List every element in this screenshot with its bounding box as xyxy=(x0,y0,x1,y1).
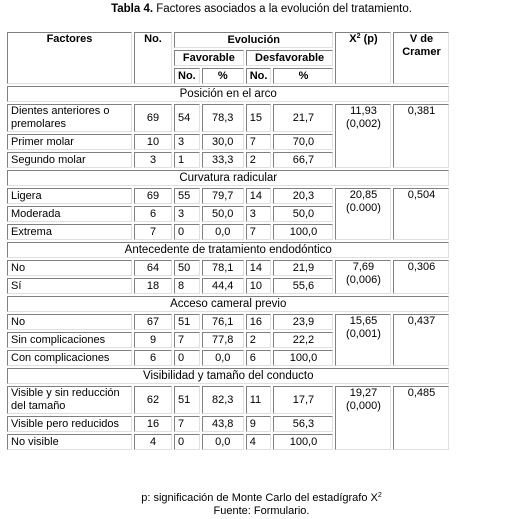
unfavorable-count: 7 xyxy=(246,224,272,240)
header-fav-pct: % xyxy=(202,68,244,84)
factor-label: Segundo molar xyxy=(7,152,132,168)
favorable-percent: 0,0 xyxy=(202,350,244,366)
total-count: 69 xyxy=(134,104,172,132)
total-count: 3 xyxy=(134,152,172,168)
unfavorable-percent: 66,7 xyxy=(273,152,333,168)
favorable-count: 0 xyxy=(174,224,200,240)
cramer-v-value: 0,485 xyxy=(393,386,449,450)
favorable-count: 7 xyxy=(174,416,200,432)
unfavorable-percent: 50,0 xyxy=(273,206,333,222)
favorable-percent: 33,3 xyxy=(202,152,244,168)
header-fav-no: No. xyxy=(174,68,200,84)
chi-square-value xyxy=(335,314,391,366)
header-desf-pct: % xyxy=(273,68,333,84)
favorable-percent: 76,1 xyxy=(202,314,244,330)
factor-label: Sí xyxy=(7,278,132,294)
section-row xyxy=(7,368,449,384)
chi-square-superscript: 2 xyxy=(356,33,361,40)
footnote-superscript: 2 xyxy=(377,492,382,499)
favorable-percent: 0,0 xyxy=(202,434,244,450)
table-row xyxy=(7,386,449,414)
header-chi-square xyxy=(335,32,391,84)
table-row xyxy=(7,314,449,330)
header-desfavorable: Desfavorable xyxy=(246,50,334,66)
chi-square-value xyxy=(335,386,391,450)
factor-label: No visible xyxy=(7,434,132,450)
section-title: Posición en el arco xyxy=(7,86,449,102)
favorable-count: 3 xyxy=(174,206,200,222)
unfavorable-count: 10 xyxy=(246,278,272,294)
chi-square-statistic: 11,93 xyxy=(350,105,377,117)
favorable-percent: 79,7 xyxy=(202,188,244,204)
p-value: (0,000) xyxy=(346,400,381,412)
favorable-percent: 50,0 xyxy=(202,206,244,222)
total-count: 16 xyxy=(134,416,172,432)
unfavorable-count: 16 xyxy=(246,314,272,330)
total-count: 62 xyxy=(134,386,172,414)
p-value: (0.000) xyxy=(346,202,381,214)
results-table xyxy=(5,30,451,452)
table-row xyxy=(7,104,449,132)
total-count: 7 xyxy=(134,224,172,240)
favorable-count: 1 xyxy=(174,152,200,168)
factor-label: Extrema xyxy=(7,224,132,240)
total-count: 18 xyxy=(134,278,172,294)
unfavorable-percent: 100,0 xyxy=(273,434,333,450)
source-note: Fuente: Formulario. xyxy=(213,505,310,517)
unfavorable-count: 14 xyxy=(246,260,272,276)
chi-square-value xyxy=(335,188,391,240)
factor-label: Primer molar xyxy=(7,134,132,150)
header-favorable: Favorable xyxy=(174,50,244,66)
favorable-count: 0 xyxy=(174,434,200,450)
unfavorable-percent: 21,7 xyxy=(273,104,333,132)
factor-label: Ligera xyxy=(7,188,132,204)
chi-square-statistic: 15,65 xyxy=(349,315,378,327)
favorable-percent: 78,1 xyxy=(202,260,244,276)
total-count: 69 xyxy=(134,188,172,204)
favorable-count: 8 xyxy=(174,278,200,294)
p-value: (0,006) xyxy=(346,274,381,286)
caption-prefix: Tabla 4. xyxy=(111,3,154,15)
section-row xyxy=(7,170,449,186)
factor-label: Dientes anteriores o premolares xyxy=(7,104,132,132)
chi-square-value xyxy=(335,104,391,168)
unfavorable-percent: 17,7 xyxy=(273,386,333,414)
unfavorable-count: 2 xyxy=(246,332,272,348)
footnote xyxy=(0,492,523,504)
table-caption xyxy=(0,3,523,15)
chi-square-statistic: 20,85 xyxy=(349,189,378,201)
header-no: No. xyxy=(134,32,172,84)
unfavorable-percent: 21,9 xyxy=(273,260,333,276)
favorable-count: 7 xyxy=(174,332,200,348)
p-value: (0,002) xyxy=(346,118,381,130)
factor-label: Sin complicaciones xyxy=(7,332,132,348)
favorable-percent: 44,4 xyxy=(202,278,244,294)
unfavorable-percent: 20,3 xyxy=(273,188,333,204)
factor-label: No xyxy=(7,314,132,330)
favorable-count: 3 xyxy=(174,134,200,150)
header-evolucion: Evolución xyxy=(174,32,333,48)
total-count: 9 xyxy=(134,332,172,348)
footnote-text: p: significación de Monte Carlo del estadígrafo X xyxy=(141,492,378,504)
favorable-percent: 30,0 xyxy=(202,134,244,150)
header-cramer: V de Cramer xyxy=(393,32,449,84)
unfavorable-count: 6 xyxy=(246,350,272,366)
favorable-percent: 77,8 xyxy=(202,332,244,348)
total-count: 10 xyxy=(134,134,172,150)
chi-square-value xyxy=(335,260,391,294)
favorable-count: 51 xyxy=(174,386,200,414)
favorable-count: 55 xyxy=(174,188,200,204)
header-row-1 xyxy=(7,32,449,48)
table-row xyxy=(7,260,449,276)
favorable-percent: 82,3 xyxy=(202,386,244,414)
section-title: Curvatura radicular xyxy=(7,170,449,186)
caption-text: Factores asociados a la evolución del tratamiento. xyxy=(153,3,412,15)
section-title: Antecedente de tratamiento endodóntico xyxy=(7,242,449,258)
unfavorable-count: 3 xyxy=(246,206,272,222)
favorable-count: 50 xyxy=(174,260,200,276)
unfavorable-percent: 22,2 xyxy=(273,332,333,348)
table-body xyxy=(7,32,449,450)
table-row xyxy=(7,188,449,204)
favorable-percent: 43,8 xyxy=(202,416,244,432)
total-count: 6 xyxy=(134,206,172,222)
factor-label: No xyxy=(7,260,132,276)
cramer-v-value: 0,381 xyxy=(393,104,449,168)
unfavorable-percent: 70,0 xyxy=(273,134,333,150)
header-desf-no: No. xyxy=(246,68,272,84)
total-count: 67 xyxy=(134,314,172,330)
section-row xyxy=(7,242,449,258)
unfavorable-percent: 23,9 xyxy=(273,314,333,330)
favorable-count: 51 xyxy=(174,314,200,330)
p-value: (0,001) xyxy=(346,328,381,340)
section-row xyxy=(7,296,449,312)
factor-label: Visible y sin reducción del tamaño xyxy=(7,386,132,414)
chi-square-statistic: 7,69 xyxy=(352,261,375,273)
factor-label: Visible pero reducidos xyxy=(7,416,132,432)
unfavorable-count: 14 xyxy=(246,188,272,204)
chi-square-p: (p) xyxy=(360,33,378,45)
unfavorable-percent: 56,3 xyxy=(273,416,333,432)
unfavorable-percent: 100,0 xyxy=(273,350,333,366)
unfavorable-count: 15 xyxy=(246,104,272,132)
unfavorable-count: 4 xyxy=(246,434,272,450)
section-row xyxy=(7,86,449,102)
cramer-v-value: 0,437 xyxy=(393,314,449,366)
unfavorable-count: 7 xyxy=(246,134,272,150)
table-wrapper xyxy=(5,30,451,452)
unfavorable-percent: 100,0 xyxy=(273,224,333,240)
factor-label: Con complicaciones xyxy=(7,350,132,366)
header-factores: Factores xyxy=(7,32,132,84)
factor-label: Moderada xyxy=(7,206,132,222)
unfavorable-count: 2 xyxy=(246,152,272,168)
section-title: Visibilidad y tamaño del conducto xyxy=(7,368,449,384)
total-count: 4 xyxy=(134,434,172,450)
favorable-count: 0 xyxy=(174,350,200,366)
cramer-v-value: 0,504 xyxy=(393,188,449,240)
favorable-percent: 0,0 xyxy=(202,224,244,240)
chi-square-statistic: 19,27 xyxy=(349,387,378,399)
chi-square-symbol: X xyxy=(349,33,357,45)
section-title: Acceso cameral previo xyxy=(7,296,449,312)
favorable-percent: 78,3 xyxy=(202,104,244,132)
total-count: 6 xyxy=(134,350,172,366)
total-count: 64 xyxy=(134,260,172,276)
unfavorable-count: 9 xyxy=(246,416,272,432)
unfavorable-percent: 55,6 xyxy=(273,278,333,294)
favorable-count: 54 xyxy=(174,104,200,132)
unfavorable-count: 11 xyxy=(246,386,272,414)
cramer-v-value: 0,306 xyxy=(393,260,449,294)
